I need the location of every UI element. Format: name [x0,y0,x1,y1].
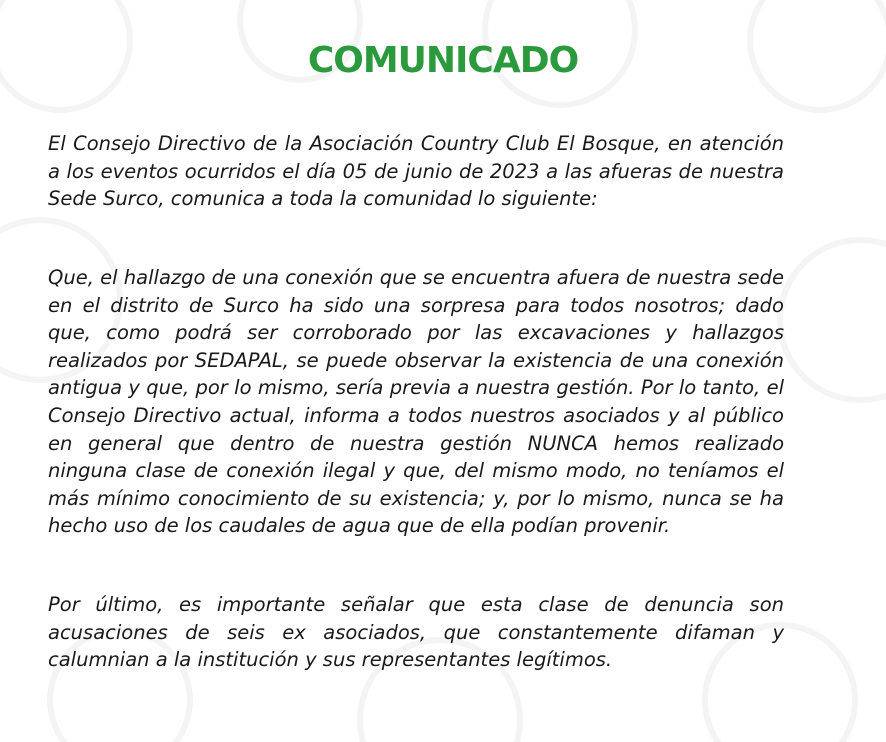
paragraph-intro: El Consejo Directivo de la Asociación Country Club El Bosque, en atención a los eventos ocurridos el día 05 de junio de 2023 a las afueras de nuestra Sede Surco, comunica a toda la comunidad lo siguiente: [48,132,784,211]
announcement-title: COMUNICADO [307,40,579,81]
paragraph-statement: Que, el hallazgo de una conexión que se encuentra afuera de nuestra sede en el distrito de Surco ha sido una sorpresa para todos nosotros; dado que, como podrá ser corroborado por las excavaciones y hallazgos realizados por SEDAPAL, se puede observar la existencia de una conexión antigua y que, por lo mismo, sería previa a nuestra gestión. Por lo tanto, el Consejo Directivo actual, informa a todos nuestros asociados y al público en general que dentro de nuestra gestión NUNCA hemos realizado ninguna clase de conexión ilegal y que, del mismo modo, no teníamos el más mínimo conocimiento de su existencia; y, por lo mismo, nunca se ha hecho uso de los caudales de agua que de ella podían provenir. [48,266,784,538]
paragraph-closing: Por último, es importante señalar que esta clase de denuncia son acusaciones de seis ex asociados, que constantemente difaman y calumnian a la institución y sus representantes legítimos. [48,593,784,672]
